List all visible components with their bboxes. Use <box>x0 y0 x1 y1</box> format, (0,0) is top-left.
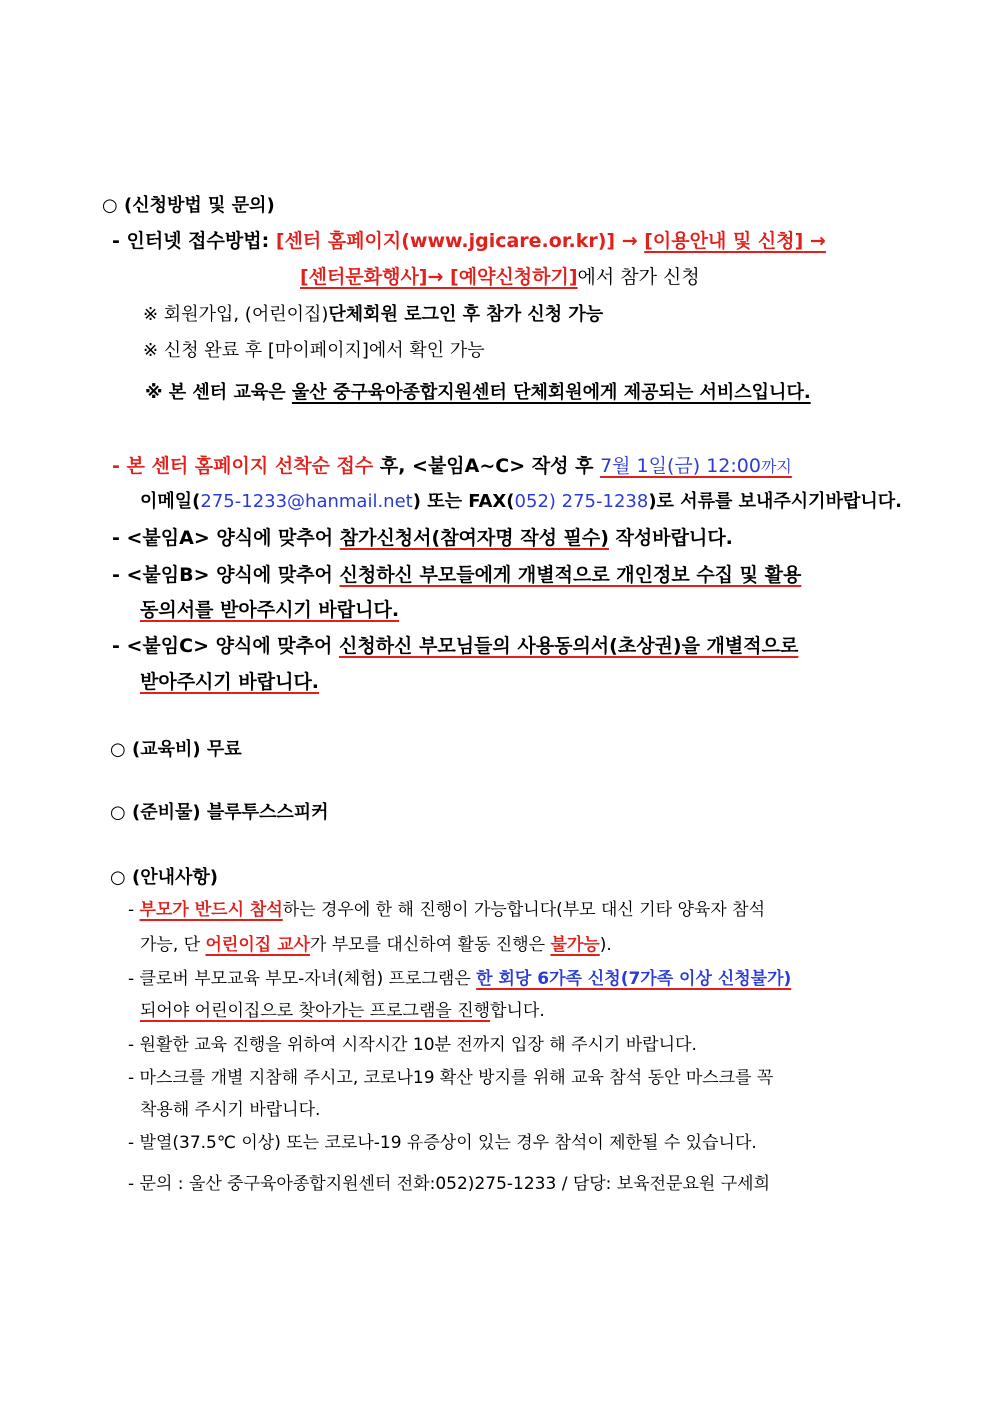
submit-item-4 <box>112 637 798 656</box>
item2-underlined: 참가신청서(참여자명 작성 필수) <box>339 527 609 549</box>
item2-prefix: - <붙임A> 양식에 맞추어 <box>112 527 340 549</box>
submit-item-3 <box>112 566 801 585</box>
notice-2-text: - 클로버 부모교육 부모-자녀(체험) 프로그램은 <box>128 969 477 989</box>
notice-1-line-2 <box>140 937 612 954</box>
first-come-text: 본 센터 홈페이지 선착순 접수 <box>126 455 374 477</box>
submit-item-2 <box>112 529 733 548</box>
item4-prefix: - <붙임C> 양식에 맞추어 <box>112 635 339 657</box>
submit-docs-text: )로 서류를 보내주시기바랍니다. <box>648 491 902 512</box>
deadline-until: 까지 <box>760 457 792 476</box>
note-signup-text: ※ 회원가입, (어린이집) <box>143 304 329 325</box>
notice-contact: - 문의 : 울산 중구육아종합지원센터 전화:052)275-1233 / 담당: 보육전문요원 구세희 <box>128 1174 770 1194</box>
item3-underlined-2: 동의서를 받아주시기 바랍니다. <box>140 599 400 621</box>
notice-1-l2-c: ). <box>599 935 612 955</box>
note-members-only <box>145 384 811 402</box>
notice-1-l2-a: 가능, 단 <box>140 935 206 955</box>
item4-underlined: 신청하신 부모님들의 사용동의서(초상권)을 개별적으로 <box>338 635 799 657</box>
submit-mid-text: 후, <붙임A~C> 작성 후 <box>373 455 601 477</box>
arrow-icon: → <box>803 230 826 252</box>
prep-line: ○ (준비물) 블루투스스피커 <box>110 802 329 823</box>
submit-item-1-line-2 <box>140 493 902 511</box>
note-signup <box>143 306 603 324</box>
fax-label: ) 또는 FAX( <box>412 491 515 512</box>
item3-prefix: - <붙임B> 양식에 맞추어 <box>112 564 340 586</box>
notice-4: - 마스크를 개별 지참해 주시고, 코로나19 확산 방지를 위해 교육 참석 동안 마스크를 꼭 <box>128 1068 774 1088</box>
notice-2-suffix: 합니다. <box>490 1001 545 1021</box>
note-members-prefix: ※ 본 센터 교육은 <box>145 382 292 403</box>
notice-1-text: 하는 경우에 한 해 진행이 가능합니다(부모 대신 기타 양육자 참석 <box>282 900 766 920</box>
notice-2 <box>128 971 791 988</box>
internet-apply-line-2 <box>300 268 700 287</box>
dash: - <box>112 455 127 477</box>
item2-suffix: 작성바랍니다. <box>608 527 733 549</box>
note-mypage: ※ 신청 완료 후 [마이페이지]에서 확인 가능 <box>143 340 485 361</box>
notice-1-parent-required: 부모가 반드시 참석 <box>139 900 283 920</box>
culture-event-link[interactable]: [센터문화행사] <box>300 266 428 288</box>
arrow-icon: → <box>615 230 645 252</box>
notice-2-line-2 <box>140 1003 545 1020</box>
notice-1 <box>128 902 765 919</box>
notice-4-line-2: 착용해 주시기 바랍니다. <box>140 1100 321 1120</box>
deadline-date: 7월 1일(금) 12:00 <box>600 455 761 477</box>
apply-suffix: 에서 참가 신청 <box>577 266 700 288</box>
internet-apply-label: - 인터넷 접수방법: <box>112 230 276 252</box>
submit-item-4-line-2 <box>140 673 319 692</box>
submit-item-3-line-2 <box>140 601 399 620</box>
homepage-link[interactable]: [센터 홈페이지(www.jgicare.or.kr)] <box>275 230 616 252</box>
note-members-underlined: 울산 중구육아종합지원센터 단체회원에게 제공되는 서비스입니다. <box>291 382 811 403</box>
notice-1-teacher: 어린이집 교사 <box>205 935 310 955</box>
notice-2-underlined: 되어야 어린이집으로 찾아가는 프로그램을 진행 <box>140 1001 491 1021</box>
submit-item-1 <box>112 457 792 476</box>
notice-heading: ○ (안내사항) <box>110 867 218 888</box>
notice-2-limit: 한 회당 6가족 신청(7가족 이상 신청불가) <box>476 969 792 989</box>
email-address[interactable]: 275-1233@hanmail.net <box>200 491 413 512</box>
note-signup-bold: 단체회원 로그인 후 참가 신청 가능 <box>328 304 604 325</box>
apply-heading: ○ (신청방법 및 문의) <box>102 195 275 216</box>
reserve-link[interactable]: [예약신청하기] <box>450 266 578 288</box>
notice-1-dash: - <box>128 900 140 920</box>
item4-underlined-2: 받아주시기 바랍니다. <box>140 671 320 693</box>
arrow-icon: → <box>427 266 451 288</box>
notice-1-l2-b: 가 부모를 대신하여 활동 진행은 <box>309 935 551 955</box>
fax-number: 052) 275-1238 <box>514 491 649 512</box>
internet-apply-line <box>112 232 826 251</box>
item3-underlined: 신청하신 부모들에게 개별적으로 개인정보 수집 및 활용 <box>339 564 802 586</box>
fee-line: ○ (교육비) 무료 <box>110 739 242 760</box>
notice-3: - 원활한 교육 진행을 위하여 시작시간 10분 전까지 입장 해 주시기 바랍니다. <box>128 1035 697 1055</box>
notice-5: - 발열(37.5℃ 이상) 또는 코로나-19 유증상이 있는 경우 참석이 제한될 수 있습니다. <box>128 1133 757 1153</box>
notice-1-not-allowed: 불가능 <box>550 935 600 955</box>
usage-guide-link[interactable]: [이용안내 및 신청] <box>644 230 804 252</box>
email-label: 이메일( <box>140 491 201 512</box>
